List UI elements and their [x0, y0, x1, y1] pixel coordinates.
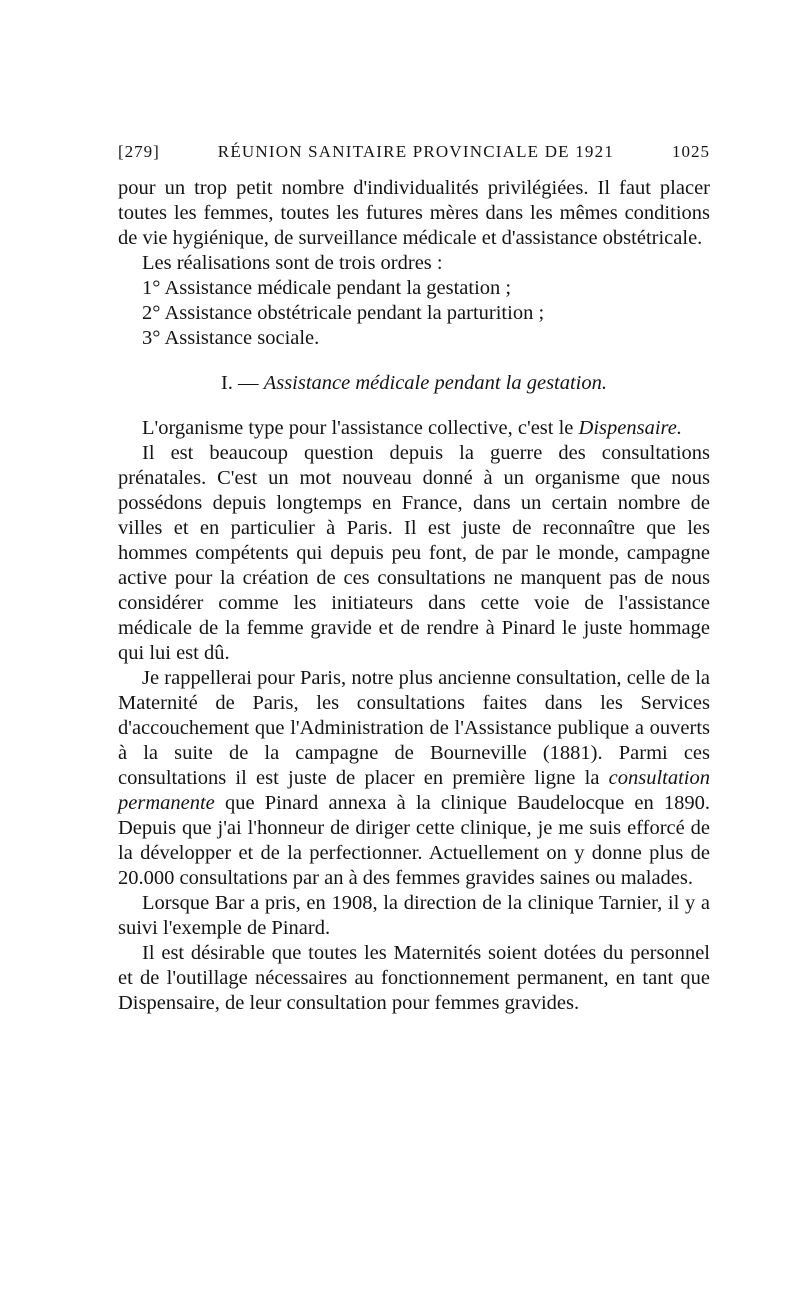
body-paragraph: Lorsque Bar a pris, en 1908, la direction de la clinique Tarnier, il y a suivi l'exemple de Pinard. [118, 892, 710, 939]
body-paragraph [118, 416, 710, 441]
page-number: 1025 [671, 142, 710, 161]
realisations-line: Les réalisations sont de trois ordres : [142, 252, 443, 274]
intro-paragraph: pour un trop petit nombre d'individualités privilégiées. Il faut placer toutes les femmes, toutes les futures mères dans les mêmes conditions de vie hygiénique, de surveillance médicale et d'assistance obstétricale. [118, 177, 710, 249]
list-item: 3° Assistance sociale. [142, 327, 320, 349]
running-header [118, 142, 710, 162]
body-paragraph: Il est désirable que toutes les Maternités soient dotées du personnel et de l'outillage nécessaires au fonctionnement permanent, en tant que Dispensaire, de leur consultation pour femmes gravides. [118, 942, 710, 1014]
list-item: 1° Assistance médicale pendant la gestation ; [142, 277, 512, 299]
section-title: Assistance médicale pendant la gestation. [263, 372, 608, 394]
header-title: RÉUNION SANITAIRE PROVINCIALE DE 1921 [217, 142, 615, 161]
section-heading [118, 371, 710, 396]
paragraph-text: L'organisme type pour l'assistance collective, c'est le [142, 417, 574, 439]
body-paragraph [118, 666, 710, 891]
emphasis-consultation: consultation permanente [118, 767, 710, 814]
document-page [118, 142, 710, 1016]
paragraph-text: Je rappellerai pour Paris, notre plus ancienne consultation, celle de la Maternité de Paris, les consultations faites dans les Services d'accouchement que l'Administration de l'Assistance publique a ouverts à la suite de la campagne de Bourneville (1881). Parmi ces consultations il est juste de placer en première ligne la [118, 667, 710, 789]
paragraph-text: que Pinard annexa à la clinique Baudelocque en 1890. Depuis que j'ai l'honneur de diriger cette clinique, je me suis efforcé de la développer et de la perfectionner. Actuellement on y donne plus de 20.000 consultations par an à des femmes gravides saines ou malades. [118, 792, 710, 889]
list-item: 2° Assistance obstétricale pendant la parturition ; [142, 302, 545, 324]
body-paragraph: Il est beaucoup question depuis la guerre des consultations prénatales. C'est un mot nouveau donné à un organisme que nous possédons depuis longtemps en France, dans un certain nombre de villes et en particulier à Paris. Il est juste de reconnaître que les hommes compétents qui depuis peu font, de par le monde, campagne active pour la création de ces consultations ne manquent pas de nous considérer comme les initiateurs dans cette voie de l'assistance médicale de la femme gravide et de rendre à Pinard le juste hommage qui lui est dû. [118, 442, 710, 664]
section-number: I. — [220, 372, 259, 394]
emphasis-dispensaire: Dispensaire. [578, 417, 682, 439]
header-left-number: [279] [118, 142, 160, 161]
